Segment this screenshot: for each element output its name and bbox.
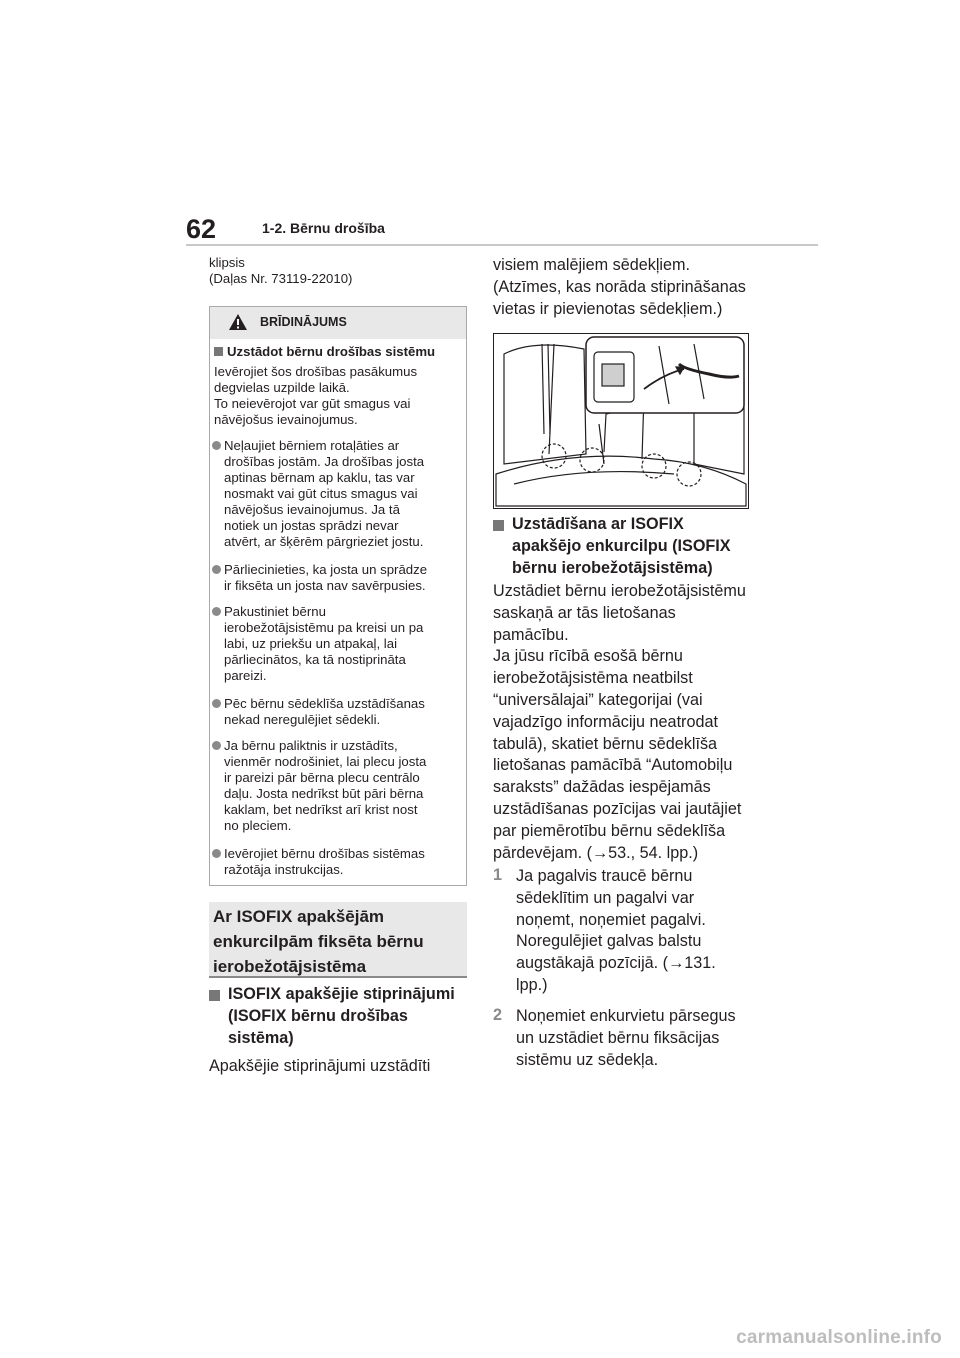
bullet-dot-icon xyxy=(212,441,221,450)
section-heading: Ar ISOFIX apakšējām enkurcilpām fiksēta bērnu ierobežotājsistēma xyxy=(213,907,424,976)
square-bullet-icon xyxy=(209,990,220,1001)
bullet-dot-icon xyxy=(212,741,221,750)
page-number: 62 xyxy=(186,214,217,244)
warning-bullet: Ievērojiet bērnu drošības sistēmas ražotāja instrukcijas. xyxy=(212,846,464,878)
warning-label: BRĪDINĀJUMS xyxy=(260,315,347,329)
warning-bullet: Neļaujiet bērniem rotaļāties ar drošības jostām. Ja drošības josta aptinas bērnam ap kaklu, tas var nosmakt vai gūt citus smagus vai nāvējošus ievainojumus. Ja tā notiek un jostas sprādzi nevar atvērt, ar šķērēm pārgrieziet jostu. xyxy=(212,438,464,550)
install-heading: Uzstādīšana ar ISOFIX apakšējo enkurcilpu (ISOFIX bērnu ierobežotājsistēma) xyxy=(512,515,731,577)
square-bullet-icon xyxy=(493,520,504,531)
bullet-dot-icon xyxy=(212,565,221,574)
right-top-text: visiem malējiem sēdekļiem. (Atzīmes, kas norāda stiprināšanas vietas ir pievienotas sēdekļiem.) xyxy=(493,256,746,318)
section-heading-box xyxy=(209,902,467,978)
seat-anchor-diagram xyxy=(494,334,748,508)
step-number: 1 xyxy=(493,866,503,884)
warning-intro: Ievērojiet šos drošības pasākumus degvielas uzpilde laikā. To neievērojot var gūt smagus vai nāvējošus ievainojumus. xyxy=(214,364,418,427)
watermark: carmanualsonline.info xyxy=(736,1327,942,1348)
intro-text: klipsis (Daļas Nr. 73119-22010) xyxy=(209,255,353,286)
warning-bullet: Pakustiniet bērnu ierobežotājsistēmu pa kreisi un pa labi, uz priekšu un atpakaļ, lai pārliecinātos, ka tā nostiprināta pareizi. xyxy=(212,604,464,684)
warning-bullet: Pēc bērnu sēdeklīša uzstādīšanas nekad neregulējiet sēdekli. xyxy=(212,696,464,728)
warning-subheading xyxy=(214,344,435,359)
isofix-heading: ISOFIX apakšējie stiprinājumi (ISOFIX bērnu drošības sistēma) xyxy=(228,985,455,1047)
install-heading-marker xyxy=(493,518,510,536)
warning-box xyxy=(209,306,467,886)
isofix-text: Apakšējie stiprinājumi uzstādīti xyxy=(209,1057,431,1075)
warning-subheading-text: Uzstādot bērnu drošības sistēmu xyxy=(227,344,436,359)
install-text: Uzstādiet bērnu ierobežotājsistēmu saskaņā ar tās lietošanas pamācību. Ja jūsu rīcībā esošā bērnu ierobežotājsistēma neatbilst “universālajai” kategorijai (vai vajadzīgo informāciju neatrodat tabulā), skatiet bērnu sēdeklīša lietošanas pamācībā “Automobiļu saraksts” dažādas iespējamās uzstādīšanas pozīcijas vai jautājiet par piemērotību bērnu sēdeklīša pārdevējam. (→53., 54. lpp.) xyxy=(493,582,746,862)
warning-icon xyxy=(228,313,248,331)
isofix-anchor-illustration xyxy=(493,333,749,509)
step-text: Noņemiet enkurvietu pārsegus un uzstādiet bērnu fiksācijas sistēmu uz sēdekļa. xyxy=(516,1007,736,1069)
header-rule xyxy=(186,244,818,246)
warning-bullet: Ja bērnu paliktnis ir uzstādīts, vienmēr nodrošiniet, lai plecu josta ir pareizi pār bērna plecu centrālo daļu. Josta nedrīkst būt pāri bērna kaklam, bet nedrīkst arī krist nost no pleciem. xyxy=(212,738,464,834)
warning-bullet: Pārliecinieties, ka josta un sprādze ir fiksēta un josta nav savērpusies. xyxy=(212,562,464,594)
bullet-dot-icon xyxy=(212,849,221,858)
step-number: 2 xyxy=(493,1006,503,1024)
warning-header xyxy=(210,307,466,339)
step-text: Ja pagalvis traucē bērnu sēdeklītim un pagalvi var noņemt, noņemiet pagalvi. Noregulējiet galvas balstu augstākajā pozīcijā. (→131. lpp.) xyxy=(516,867,716,994)
bullet-dot-icon xyxy=(212,699,221,708)
square-bullet-icon xyxy=(214,347,223,356)
bullet-dot-icon xyxy=(212,607,221,616)
section-title: 1-2. Bērnu drošība xyxy=(262,220,385,236)
isofix-heading-marker xyxy=(209,988,226,1006)
